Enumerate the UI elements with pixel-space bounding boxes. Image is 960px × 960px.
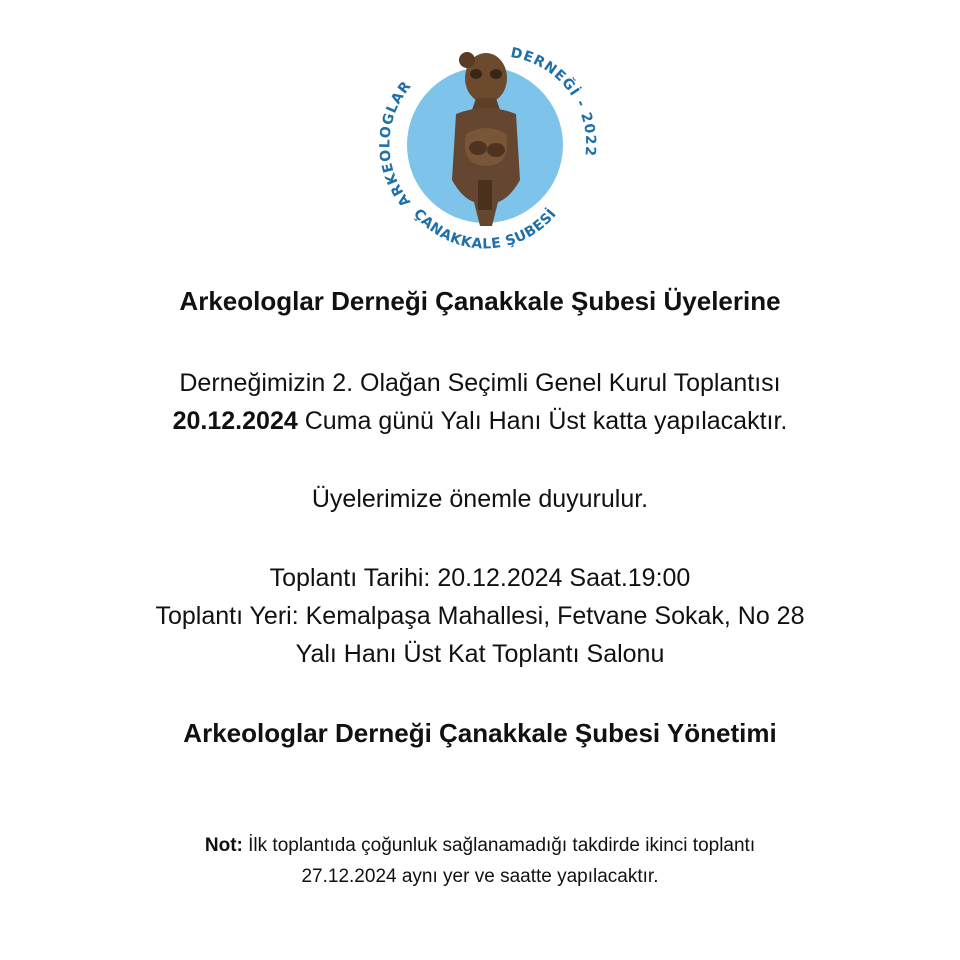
announcement-paragraph (60, 364, 900, 440)
meeting-hall-line: Yalı Hanı Üst Kat Toplantı Salonu (295, 640, 665, 668)
notice-paragraph (60, 480, 900, 518)
logo-arc-text-bottom: ÇANAKKALE ŞUBESİ (410, 205, 560, 253)
meeting-details (60, 559, 900, 673)
logo-arc-text-left: ARKEOLOGLAR (377, 77, 415, 210)
meeting-date: 20.12.2024 (172, 407, 298, 435)
announcement-line-2-rest: Cuma günü Yalı Hanı Üst katta yapılacaktır. (297, 407, 788, 435)
signature-heading (60, 715, 900, 751)
signature-text: Arkeologlar Derneği Çanakkale Şubesi Yönetimi (183, 718, 777, 748)
meeting-place-line: Toplantı Yeri: Kemalpaşa Mahallesi, Fetvane Sokak, No 28 (155, 602, 805, 630)
greeting-heading (60, 283, 900, 319)
association-logo (370, 30, 600, 260)
greeting-text: Arkeologlar Derneği Çanakkale Şubesi Üyelerine (179, 286, 781, 316)
footnote-line-2: 27.12.2024 aynı yer ve saatte yapılacaktır. (301, 866, 659, 887)
announcement-line-2 (60, 402, 900, 440)
logo-arc-text-right: DERNEĞİ - 2022 (509, 45, 599, 158)
footnote-text-1: İlk toplantıda çoğunluk sağlanamadığı takdirde ikinci toplantı (242, 835, 756, 856)
footnote-label: Not: (204, 835, 243, 856)
footnote-line-1 (60, 830, 900, 861)
meeting-date-line: Toplantı Tarihi: 20.12.2024 Saat.19:00 (269, 564, 691, 592)
announcement-line-1: Derneğimizin 2. Olağan Seçimli Genel Kurul Toplantısı (179, 369, 781, 397)
footnote (60, 830, 900, 892)
notice-text: Üyelerimize önemle duyurulur. (311, 485, 649, 513)
